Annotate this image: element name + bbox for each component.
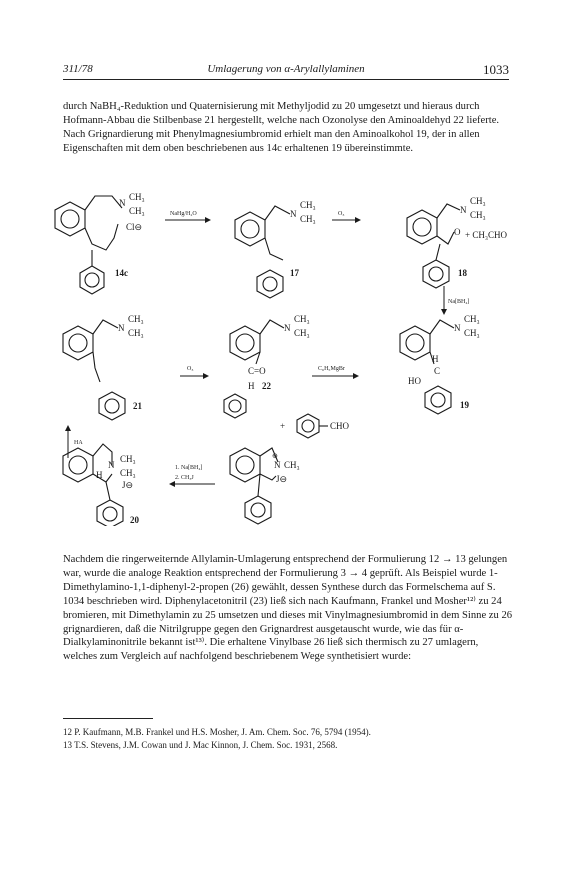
label-compound-18: 18 [458, 268, 467, 278]
label-17-ch3-b: CH₃ [300, 214, 316, 224]
iminium-intermediate-structure [230, 448, 278, 524]
label-19-ho: HO [408, 376, 421, 386]
label-21-ch3-a: CH₃ [128, 314, 144, 324]
label-20-n: N [108, 460, 115, 470]
reagent-nahg: NaHg/H₂O [170, 211, 197, 217]
label-cho: CHO [330, 421, 350, 431]
reagent-ch3j-step2: 2. CH₃J [175, 475, 194, 481]
label-iminium-j: J⊖ [276, 474, 288, 484]
label-22-ch3-a: CH₃ [294, 314, 310, 324]
label-compound-14c: 14c [115, 268, 128, 278]
label-20-ch3-a: CH₃ [120, 454, 136, 464]
label-20-j: J⊖ [122, 480, 134, 490]
label-compound-17: 17 [290, 268, 299, 278]
label-18-o: O [454, 227, 461, 237]
running-title: Umlagerung von α-Arylallylaminen [207, 63, 365, 75]
label-ch3cho: + CH₃CHO [465, 230, 507, 240]
label-22-h: H [248, 381, 255, 391]
label-22-ch3-b: CH₃ [294, 328, 310, 338]
label-compound-22: 22 [262, 381, 271, 391]
label-compound-21: 21 [133, 401, 142, 411]
label-19-ch3-a: CH₃ [464, 314, 480, 324]
label-21-n: N [118, 323, 125, 333]
reagent-o3-top: O₃ [338, 211, 345, 217]
compound-17-structure [235, 206, 290, 298]
footnote-rule [63, 718, 153, 719]
reagent-ha: HA [74, 440, 83, 446]
label-iminium-ch3: CH₃ [284, 460, 300, 470]
label-compound-19: 19 [460, 400, 469, 410]
label-iminium-plus: ⊕ [272, 452, 278, 460]
compound-20-structure [63, 444, 123, 526]
paragraph-2: Nachdem die ringerweiternde Allylamin-Umlagerung entsprechend der Formulierung 12 → 13 gelungen war, wurde die analoge Reaktion entsprechend der Formulierung 3 → 4 geprüft. Als Beispiel wurde 1-Dimethylamino-1,1-diphenyl-2-propen (26) gewählt, dessen Synthese durch das Formelschema auf S. 1034 beschrieben wird. Diphenylacetonitril (23) ließ sich nach Kaufmann, Frankel und Mosher¹²⁾ zu 24 bromieren, mit Dimethylamin zu 25 umsetzen und dieses mit Vinylmagnesiumbromid in dem Sinne zu 26 grignardieren, daß die Nitrilgruppe gegen den Grignardrest ausgetauscht wurde, wie das für α-Dialkylaminonitrile bekannt ist¹³⁾. Die erhaltene Vinylbase 26 ließ sich thermisch zu 27 umlagern, welches zum Vergleich auf nachfolgend beschriebenem Wege synthetisiert wurde: [63, 554, 513, 663]
label-22-c-eq-o: C=O [248, 366, 266, 376]
label-19-h: H [432, 354, 439, 364]
compound-21-structure [63, 320, 125, 420]
reagent-o3-mid: O₃ [187, 366, 194, 372]
label-18-n: N [460, 205, 467, 215]
compound-18-structure [407, 204, 460, 288]
label-19-c: C [434, 366, 441, 376]
page-reference: 311/78 [63, 63, 93, 75]
label-14c-cl: Cl⊖ [126, 222, 143, 232]
reagent-nabh4-step1: 1. Na[BH₄] [175, 465, 203, 471]
label-19-ch3-b: CH₃ [464, 328, 480, 338]
label-20-h: H [96, 470, 103, 480]
label-19-n: N [454, 323, 461, 333]
footnote-13: 13 T.S. Stevens, J.M. Cowan und J. Mac Kinnon, J. Chem. Soc. 1931, 2568. [63, 740, 338, 750]
reagent-phmgbr: C₆H₅MgBr [318, 366, 345, 372]
label-plus: + [280, 421, 286, 431]
running-header [63, 63, 509, 79]
reaction-scheme [40, 186, 540, 526]
reagent-nabh4-down: Na[BH₄] [448, 299, 470, 305]
label-22-n: N [284, 323, 291, 333]
label-14c-ch3-b: CH₃ [129, 206, 145, 216]
page-number: 1033 [483, 62, 509, 77]
header-rule [63, 79, 509, 80]
compound-19-structure [400, 320, 454, 414]
label-17-n: N [290, 209, 297, 219]
label-iminium-n: N [274, 460, 281, 470]
label-14c-ch3-a: CH₃ [129, 192, 145, 202]
label-compound-20: 20 [130, 515, 139, 525]
label-18-ch3-b: CH₃ [470, 210, 486, 220]
label-18-ch3-a: CH₃ [470, 196, 486, 206]
label-20-ch3-b: CH₃ [120, 468, 136, 478]
benzaldehyde-structure [297, 414, 328, 438]
paragraph-1: durch NaBH₄-Reduktion und Quaternisierung mit Methyljodid zu 20 umgesetzt und hieraus durch Hofmann-Abbau die Stilbenbase 21 hergestellt, welche nach Ozonolyse den Aminoaldehyd 22 lieferte. Nach Grignardierung mit Phenylmagnesiumbromid erhielt man den Aminoalkohol 19, der in allen Eigenschaften mit dem oben beschriebenen aus 14c erhaltenen 19 übereinstimmte. [63, 101, 500, 154]
label-17-ch3-a: CH₃ [300, 200, 316, 210]
label-14c-n: N [119, 198, 126, 208]
compound-14c-structure [55, 196, 122, 294]
footnote-12: 12 P. Kaufmann, M.B. Frankel und H.S. Mosher, J. Am. Chem. Soc. 76, 5794 (1954). [63, 727, 371, 737]
label-21-ch3-b: CH₃ [128, 328, 144, 338]
